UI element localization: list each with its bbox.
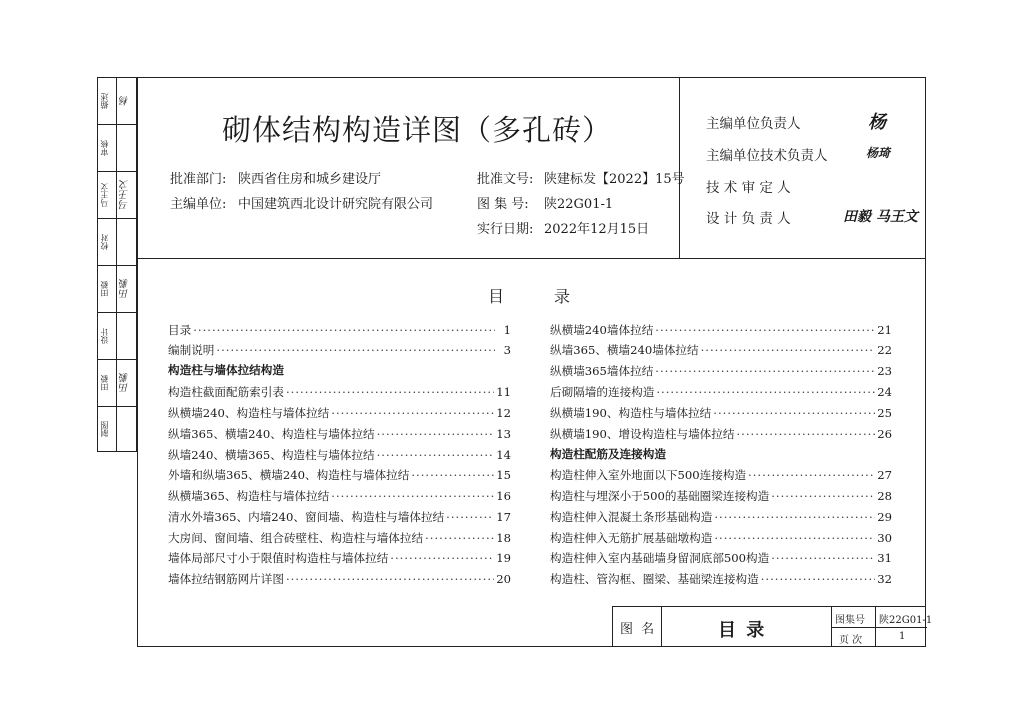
responsible-signature: 田毅 马王文 (843, 209, 918, 225)
toc-entry-page: 30 (877, 531, 892, 545)
title-block-divider (831, 627, 927, 628)
toc-entry-page: 29 (877, 510, 892, 524)
toc-entry[interactable] (550, 571, 892, 588)
toc-entry[interactable] (550, 550, 892, 567)
strip-signature (118, 317, 134, 355)
toc-entry[interactable] (168, 571, 511, 588)
toc-entry[interactable] (550, 530, 892, 547)
toc-entry-title: 墙体局部尺寸小于限值时构造柱与墙体拉结 (168, 551, 389, 565)
toc-entry-page: 16 (496, 489, 511, 503)
toc-entry-title: 构造柱伸入混凝土条形基础构造 (550, 510, 713, 524)
toc-entry-page: 26 (877, 427, 892, 441)
toc-entry[interactable] (550, 509, 892, 526)
strip-signature: 田毅 (120, 279, 131, 299)
toc-entry-page: 18 (496, 531, 511, 545)
strip-label: 设计 (100, 328, 109, 344)
toc-entry[interactable] (550, 405, 892, 422)
toc-entry-title: 纵横墙190、增设构造柱与墙体拉结 (550, 427, 735, 441)
toc-heading-char: 目 (488, 287, 506, 306)
toc-entry-page: 14 (496, 448, 511, 462)
responsible-signature: 杨 (868, 112, 886, 133)
toc-entry-page: 21 (877, 323, 892, 337)
toc-leader (216, 342, 495, 359)
editor-unit-label: 主编单位: (170, 197, 227, 212)
drawing-title: 砌体结构构造详图（多孔砖） (222, 113, 613, 147)
figure-name: 目 录 (718, 620, 767, 641)
toc-entry-title: 构造柱、管沟框、圈梁、基础梁连接构造 (550, 572, 759, 586)
atlas-no: 陕22G01-1 (544, 197, 614, 212)
toc-leader (286, 571, 494, 588)
strip-signature (118, 223, 134, 261)
responsible-role: 设 计 负 责 人 (706, 211, 791, 227)
toc-leader (748, 467, 875, 484)
toc-entry[interactable] (168, 405, 511, 422)
page-number: 1 (899, 631, 906, 642)
signature-strip (97, 77, 137, 452)
toc-entry-page: 17 (496, 510, 511, 524)
strip-label: 制图 (100, 421, 109, 437)
strip-cell (98, 172, 136, 219)
strip-label: 审核 (100, 140, 109, 156)
strip-signature (118, 129, 134, 167)
toc-entry-title: 构造柱截面配筋索引表 (168, 385, 284, 399)
strip-label: 校对 (100, 234, 109, 250)
toc-entry-page: 11 (496, 385, 511, 399)
toc-entry-page: 20 (496, 572, 511, 586)
responsible-signature: 杨琦 (866, 146, 891, 160)
toc-leader (377, 426, 495, 443)
toc-leader (331, 488, 494, 505)
toc-leader (331, 405, 494, 422)
strip-cell (98, 78, 136, 125)
approval-dept: 陕西省住房和城乡建设厅 (238, 172, 382, 187)
approval-dept-label: 批准部门: (170, 172, 227, 187)
toc-entry-title: 清水外墙365、内墙240、窗间墙、构造柱与墙体拉结 (168, 510, 445, 524)
toc-leader (655, 322, 875, 339)
toc-entry[interactable] (168, 426, 511, 443)
toc-entry-title: 纵横墙190、构造柱与墙体拉结 (550, 406, 712, 420)
toc-entry-title: 目录 (168, 323, 192, 337)
strip-signature: 田毅 (120, 373, 131, 393)
toc-heading-char: 录 (554, 287, 572, 306)
toc-entry-title: 纵横墙365墙体拉结 (550, 364, 654, 378)
strip-cell (98, 219, 136, 266)
toc-leader (411, 467, 494, 484)
toc-entry-title: 纵墙365、横墙240墙体拉结 (550, 343, 699, 357)
toc-entry-page: 15 (496, 468, 511, 482)
toc-entry-page: 31 (877, 551, 892, 565)
responsible-role: 主编单位技术负责人 (706, 148, 828, 164)
toc-entry-page: 13 (496, 427, 511, 441)
toc-entry-page: 28 (877, 489, 892, 503)
toc-entry-title: 纵横墙240、构造柱与墙体拉结 (168, 406, 330, 420)
toc-entry-page: 19 (496, 551, 511, 565)
toc-leader (286, 384, 494, 401)
toc-entry[interactable] (550, 467, 892, 484)
toc-leader (771, 488, 875, 505)
toc-heading (488, 284, 620, 307)
atlas-no: 陕22G01-1 (879, 615, 933, 626)
toc-entry-page: 25 (877, 406, 892, 420)
toc-entry[interactable] (168, 509, 511, 526)
toc-entry[interactable] (168, 384, 511, 401)
toc-entry[interactable] (550, 426, 892, 443)
toc-entry-title: 大房间、窗间墙、组合砖壁柱、构造柱与墙体拉结 (168, 531, 424, 545)
header-divider (137, 258, 926, 259)
toc-leader (714, 530, 875, 547)
toc-entry-title: 构造柱伸入无筋扩展基础墩构造 (550, 531, 713, 545)
toc-entry-page: 22 (877, 343, 892, 357)
strip-cell (98, 407, 136, 451)
toc-leader (701, 342, 876, 359)
title-block-divider (661, 607, 662, 647)
toc-entry[interactable] (550, 488, 892, 505)
strip-label: 田毅 (100, 375, 109, 391)
toc-leader (714, 509, 875, 526)
toc-entry-title: 外墙和纵墙365、横墙240、构造柱与墙体拉结 (168, 468, 410, 482)
approval-no: 陕建标发【2022】15号 (544, 172, 685, 187)
toc-entry-page: 12 (496, 406, 511, 420)
toc-leader (736, 426, 875, 443)
effective-date: 2022年12月15日 (544, 222, 650, 237)
toc-entry-page: 23 (877, 364, 892, 378)
toc-entry-title: 后砌隔墙的连接构造 (550, 385, 655, 399)
toc-entry-page: 27 (877, 468, 892, 482)
toc-entry[interactable] (168, 322, 511, 339)
toc-entry-title: 构造柱伸入室内基础墙身留洞底部500构造 (550, 551, 770, 565)
toc-entry-title: 纵墙365、横墙240、构造柱与墙体拉结 (168, 427, 375, 441)
toc-entry-title: 墙体拉结钢筋网片详图 (168, 572, 284, 586)
toc-entry-page: 3 (503, 343, 511, 357)
toc-leader (655, 363, 875, 380)
strip-label: 马王文 (100, 183, 109, 207)
toc-leader (390, 550, 494, 567)
effective-label: 实行日期: (477, 222, 534, 237)
strip-label: 描述 (100, 93, 109, 109)
strip-label: 田毅 (100, 281, 109, 297)
strip-cell (98, 313, 136, 360)
toc-entry[interactable] (550, 363, 892, 380)
title-block (612, 606, 933, 647)
toc-entry[interactable] (168, 550, 511, 567)
toc-entry[interactable] (168, 488, 511, 505)
atlas-no-label: 图 集 号: (477, 197, 529, 212)
toc-entry[interactable] (550, 322, 892, 339)
toc-entry-title: 纵横墙240墙体拉结 (550, 323, 654, 337)
strip-signature (118, 411, 134, 447)
toc-entry-title: 构造柱伸入室外地面以下500连接构造 (550, 468, 747, 482)
toc-leader (656, 384, 875, 401)
toc-entry-title: 纵墙240、横墙365、构造柱与墙体拉结 (168, 448, 375, 462)
editor-unit: 中国建筑西北设计研究院有限公司 (238, 197, 434, 212)
toc-leader (761, 571, 876, 588)
strip-cell (98, 266, 136, 313)
toc-entry[interactable] (168, 467, 511, 484)
toc-leader (771, 550, 875, 567)
toc-entry-title: 纵横墙365、构造柱与墙体拉结 (168, 489, 330, 503)
toc-section-title: 构造柱与墙体拉结构造 (168, 363, 284, 377)
toc-entry[interactable] (168, 530, 511, 547)
figure-name-label: 图 名 (620, 622, 657, 637)
strip-cell (98, 125, 136, 172)
toc-entry-title: 编制说明 (168, 343, 215, 357)
toc-leader (377, 447, 495, 464)
toc-entry[interactable] (550, 342, 892, 359)
responsible-role: 技 术 审 定 人 (706, 180, 791, 196)
toc-leader (193, 322, 495, 339)
toc-section-title: 构造柱配筋及连接构造 (550, 447, 666, 461)
toc-leader (713, 405, 875, 422)
responsible-role: 主编单位负责人 (706, 116, 801, 132)
strip-cell (98, 360, 136, 407)
toc-entry-title: 构造柱与埋深小于500的基础圈梁连接构造 (550, 489, 770, 503)
approval-no-label: 批准文号: (477, 172, 534, 187)
toc-entry[interactable] (168, 447, 511, 464)
page-label: 页 次 (839, 635, 863, 646)
toc-entry[interactable] (550, 384, 892, 401)
toc-entry-page: 1 (503, 323, 511, 337)
toc-entry[interactable] (168, 342, 511, 359)
toc-entry-page: 32 (877, 572, 892, 586)
toc-entry-page: 24 (877, 385, 892, 399)
toc-leader (446, 509, 494, 526)
atlas-no-label: 图集号 (835, 615, 865, 626)
strip-signature: 马王文 (120, 180, 131, 210)
toc-leader (425, 530, 494, 547)
strip-signature: 杨 (120, 96, 131, 106)
